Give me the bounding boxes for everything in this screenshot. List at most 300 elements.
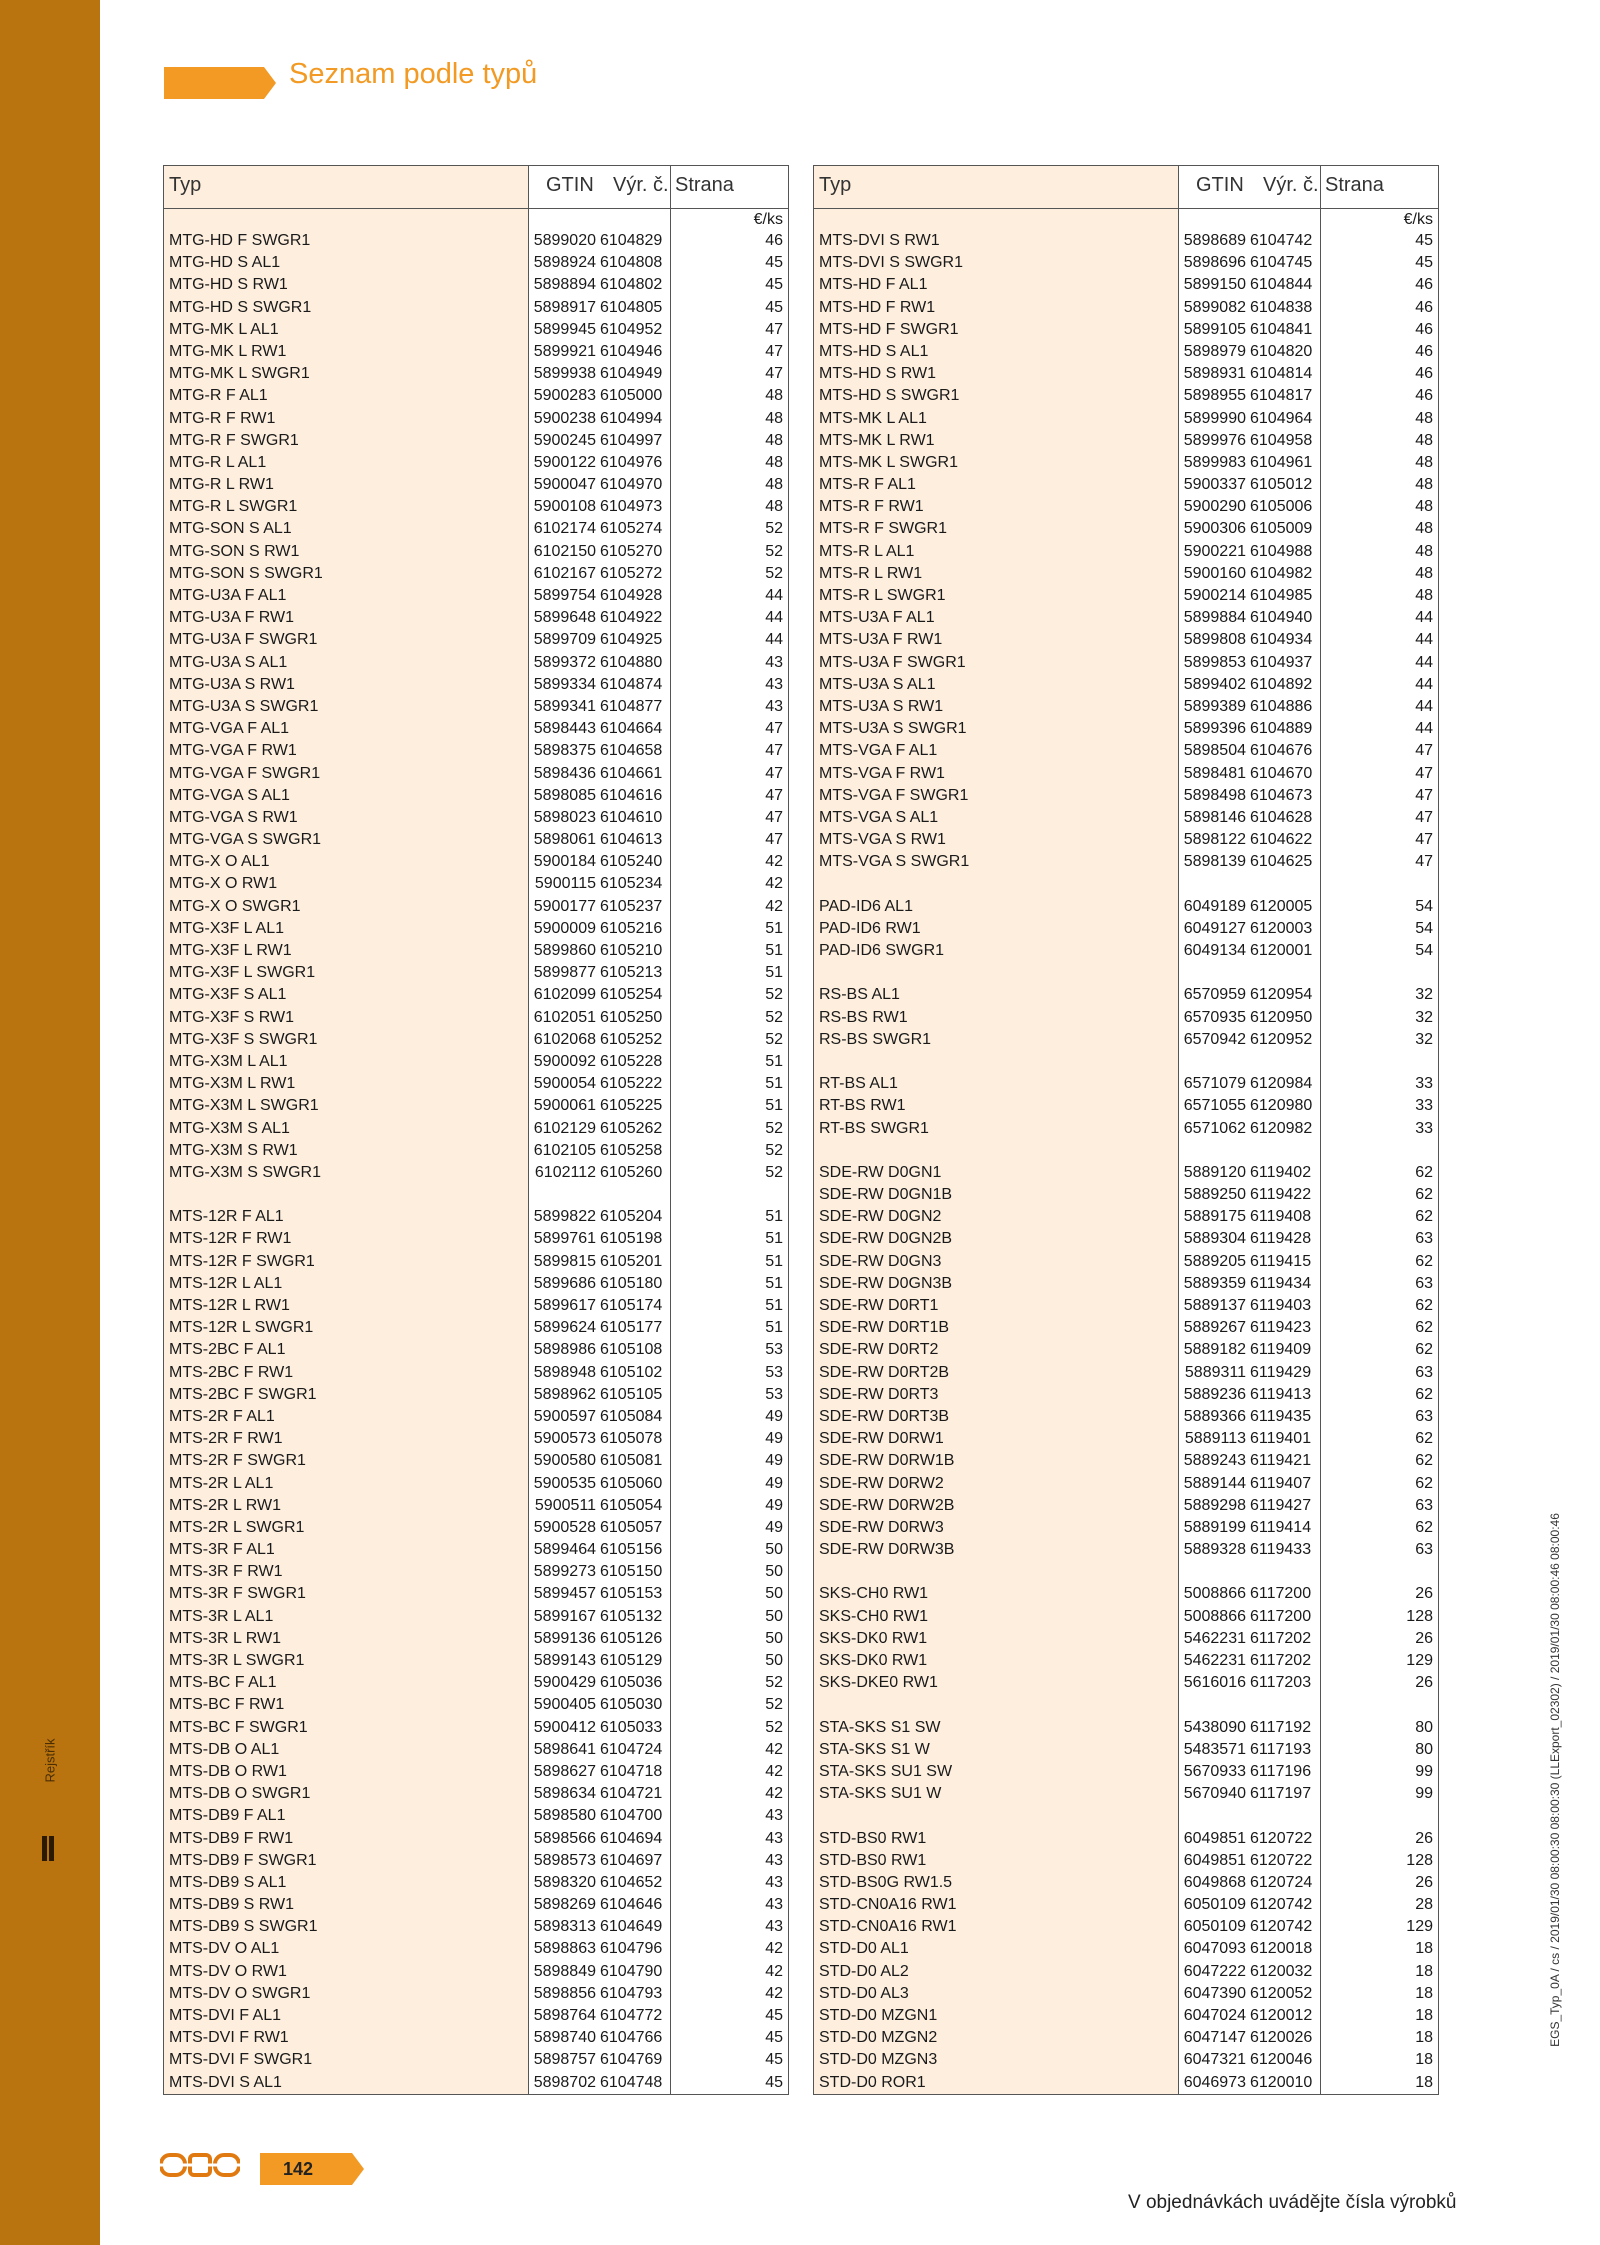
cell-typ: SDE-RW D0GN2B [819, 1230, 953, 1248]
cell-typ: MTG-X O AL1 [169, 853, 270, 871]
cell-vyr: 6104925 [600, 631, 663, 649]
cell-typ: MTS-DB9 F RW1 [169, 1829, 294, 1847]
cell-strana: 49 [765, 1474, 783, 1492]
cell-strana: 128 [1406, 1607, 1433, 1625]
page-title: Seznam podle typů [289, 58, 538, 90]
cell-typ: MTS-DB O SWGR1 [169, 1785, 311, 1803]
cell-vyr: 6104874 [600, 675, 663, 693]
cell-gtin: 5889120 [1183, 1163, 1246, 1181]
cell-typ: MTG-X3F L SWGR1 [169, 964, 316, 982]
cell-typ: MTG-SON S SWGR1 [169, 564, 323, 582]
cell-strana: 26 [1415, 1674, 1433, 1692]
cell-typ: MTG-HD S RW1 [169, 276, 288, 294]
cell-gtin: 5898856 [533, 1984, 596, 2002]
cell-strana: 18 [1415, 2073, 1433, 2091]
cell-vyr: 6105057 [600, 1518, 663, 1536]
cell-vyr: 6117202 [1250, 1652, 1312, 1669]
cell-typ: SDE-RW D0RW2B [819, 1496, 955, 1514]
cell-gtin: 5899167 [533, 1607, 596, 1625]
cell-gtin: 5898894 [533, 276, 596, 294]
cell-vyr: 6104658 [600, 742, 663, 760]
cell-gtin: 5898962 [533, 1385, 596, 1403]
cell-typ: MTS-R L RW1 [819, 564, 923, 582]
cell-strana: 48 [1415, 431, 1433, 449]
cell-vyr: 6104652 [600, 1873, 663, 1891]
table-row [814, 873, 1438, 895]
cell-vyr: 6120026 [1250, 2029, 1313, 2047]
cell-strana: 50 [765, 1607, 783, 1625]
cell-strana: 49 [765, 1430, 783, 1448]
table-row [164, 563, 788, 585]
cell-gtin: 5889175 [1183, 1208, 1246, 1226]
cell-gtin: 5900061 [533, 1097, 596, 1115]
cell-gtin: 5900122 [533, 453, 596, 471]
cell-strana: 62 [1415, 1474, 1433, 1492]
cell-vyr: 6119422 [1250, 1186, 1312, 1204]
cell-typ: PAD-ID6 AL1 [819, 897, 913, 915]
cell-typ: MTS-R L SWGR1 [819, 587, 946, 604]
cell-gtin: 5899709 [533, 631, 596, 649]
table-row [164, 1495, 788, 1517]
cell-vyr: 6104997 [600, 431, 663, 449]
table-row [164, 1317, 788, 1339]
cell-vyr: 6104793 [600, 1984, 663, 2002]
cell-typ: STA-SKS SU1 W [819, 1785, 942, 1803]
unit-row [164, 210, 788, 230]
cell-strana: 47 [1415, 808, 1433, 826]
header-gtin: GTIN [546, 174, 594, 196]
cell-vyr: 6119407 [1250, 1474, 1312, 1492]
cell-strana: 42 [765, 853, 783, 871]
cell-typ: STD-D0 AL1 [819, 1940, 909, 1958]
cell-strana: 51 [765, 1230, 783, 1248]
cell-gtin: 5900597 [533, 1407, 596, 1425]
cell-typ: MTS-MK L SWGR1 [819, 453, 958, 471]
table-row [814, 496, 1438, 518]
cell-strana: 63 [1415, 1407, 1433, 1425]
table-row [814, 940, 1438, 962]
cell-strana: 47 [1415, 853, 1433, 871]
cell-strana: 32 [1415, 1008, 1433, 1026]
cell-typ: MTS-R F RW1 [819, 498, 924, 516]
cell-strana: 63 [1415, 1274, 1433, 1292]
cell-typ: MTG-X3M L AL1 [169, 1052, 288, 1070]
table-row [814, 1828, 1438, 1850]
cell-gtin: 5899761 [533, 1230, 596, 1248]
cell-vyr: 6117200 [1250, 1585, 1312, 1603]
cell-vyr: 6104805 [600, 298, 663, 316]
cell-vyr: 6119413 [1250, 1385, 1312, 1403]
table-row [164, 1561, 788, 1583]
cell-strana: 46 [765, 232, 783, 249]
cell-vyr: 6105270 [600, 542, 663, 560]
cell-strana: 52 [765, 1674, 783, 1692]
table-row [814, 1162, 1438, 1184]
cell-typ: STD-D0 MZGN2 [819, 2029, 938, 2047]
cell-typ: MTS-2R F SWGR1 [169, 1452, 306, 1470]
cell-typ: MTS-HD F AL1 [819, 276, 928, 294]
cell-vyr: 6104928 [600, 587, 663, 604]
table-row [164, 1095, 788, 1117]
cell-typ: MTS-U3A F SWGR1 [819, 653, 966, 671]
cell-vyr: 6119429 [1250, 1363, 1312, 1381]
cell-vyr: 6105081 [600, 1452, 663, 1470]
cell-strana: 49 [765, 1407, 783, 1425]
cell-typ: SDE-RW D0RT2 [819, 1341, 939, 1359]
cell-typ: MTG-X3M S RW1 [169, 1141, 298, 1159]
cell-typ: SDE-RW D0RT3 [819, 1385, 939, 1403]
cell-vyr: 6104949 [600, 365, 663, 383]
page-number: 142 [283, 2159, 314, 2179]
table-row [164, 1694, 788, 1716]
cell-vyr: 6119414 [1250, 1518, 1312, 1536]
cell-gtin: 5900429 [533, 1674, 596, 1692]
cell-gtin: 5900412 [533, 1718, 596, 1736]
cell-vyr: 6105272 [600, 564, 663, 582]
cell-gtin: 5483571 [1183, 1740, 1246, 1758]
cell-strana: 46 [1415, 276, 1433, 294]
cell-typ: MTS-R F SWGR1 [819, 520, 947, 538]
cell-gtin: 5900221 [1183, 542, 1246, 560]
cell-strana: 45 [765, 254, 783, 272]
cell-vyr: 6104628 [1250, 808, 1313, 826]
cell-strana: 128 [1406, 1851, 1433, 1869]
table-row [814, 763, 1438, 785]
table-row [814, 896, 1438, 918]
cell-gtin: 5889144 [1183, 1474, 1246, 1492]
cell-vyr: 6104742 [1250, 232, 1313, 249]
cell-gtin: 5898139 [1183, 853, 1246, 871]
cell-strana: 51 [765, 1297, 783, 1314]
table-row [814, 1317, 1438, 1339]
cell-gtin: 5899402 [1183, 675, 1246, 693]
table-row [164, 1894, 788, 1916]
cell-strana: 45 [1415, 232, 1433, 249]
cell-typ: MTS-DVI F AL1 [169, 2007, 282, 2024]
cell-gtin: 6049127 [1183, 919, 1246, 937]
cell-typ: MTG-VGA S SWGR1 [169, 831, 322, 849]
cell-gtin: 5899754 [533, 587, 596, 604]
cell-strana: 62 [1415, 1297, 1433, 1314]
cell-typ: RS-BS SWGR1 [819, 1030, 932, 1048]
cell-vyr: 6104844 [1250, 276, 1313, 294]
table-row [164, 696, 788, 718]
table-row [164, 740, 788, 762]
cell-strana: 18 [1415, 1984, 1433, 2002]
cell-gtin: 5900580 [533, 1452, 596, 1470]
cell-typ: MTS-U3A F AL1 [819, 609, 935, 627]
cell-typ: MTG-X3M S SWGR1 [169, 1163, 322, 1181]
cell-gtin: 5889328 [1183, 1541, 1246, 1559]
cell-strana: 51 [765, 919, 783, 937]
cell-vyr: 6120724 [1250, 1873, 1313, 1891]
table-row [814, 607, 1438, 629]
table-row [814, 2049, 1438, 2071]
cell-vyr: 6105060 [600, 1474, 663, 1492]
obo-logo-icon [160, 2153, 240, 2177]
cell-typ: STD-D0 AL2 [819, 1962, 909, 1980]
cell-strana: 48 [1415, 542, 1433, 560]
cell-strana: 62 [1415, 1319, 1433, 1337]
cell-gtin: 5898689 [1183, 232, 1246, 249]
cell-gtin: 5900047 [533, 476, 596, 494]
cell-typ: MTG-HD F SWGR1 [169, 232, 311, 249]
cell-vyr: 6104880 [600, 653, 663, 671]
export-info [1540, 1430, 1570, 2130]
cell-vyr: 6104982 [1250, 564, 1313, 582]
table-row [814, 1140, 1438, 1162]
cell-gtin: 5898313 [533, 1918, 596, 1936]
cell-typ: MTS-2R L AL1 [169, 1474, 274, 1492]
cell-strana: 62 [1415, 1341, 1433, 1359]
cell-gtin: 6047390 [1183, 1984, 1246, 2002]
table-row [164, 1362, 788, 1384]
cell-gtin: 6049189 [1183, 897, 1246, 915]
cell-typ: MTG-U3A F AL1 [169, 587, 287, 604]
cell-vyr: 6104661 [600, 764, 663, 782]
cell-typ: MTS-DB9 S AL1 [169, 1873, 287, 1891]
cell-strana: 48 [765, 431, 783, 449]
cell-gtin: 6571062 [1183, 1119, 1246, 1137]
table-row [814, 1805, 1438, 1827]
cell-typ: SKS-CH0 RW1 [819, 1585, 929, 1603]
cell-typ: RT-BS RW1 [819, 1097, 906, 1115]
cell-gtin: 5889304 [1183, 1230, 1246, 1248]
cell-gtin: 5670940 [1183, 1785, 1246, 1803]
cell-gtin: 5898269 [533, 1896, 596, 1914]
cell-typ: MTG-SON S AL1 [169, 520, 292, 538]
cell-strana: 62 [1415, 1385, 1433, 1403]
table-row [164, 408, 788, 430]
cell-gtin: 5899464 [533, 1541, 596, 1559]
table-row [814, 1206, 1438, 1228]
unit-row [814, 210, 1438, 230]
cell-gtin: 6570959 [1183, 986, 1246, 1004]
cell-typ: MTS-DB O RW1 [169, 1762, 287, 1780]
cell-typ: MTS-DVI S SWGR1 [819, 254, 964, 272]
table-row [164, 2005, 788, 2027]
table-row [814, 696, 1438, 718]
table-row [814, 1339, 1438, 1361]
cell-strana: 48 [765, 498, 783, 516]
cell-vyr: 6104724 [600, 1740, 663, 1758]
table-row [814, 1251, 1438, 1273]
cell-gtin: 5898436 [533, 764, 596, 782]
cell-strana: 52 [765, 1696, 783, 1714]
cell-gtin: 5898443 [533, 720, 596, 738]
header-strana: Strana [1325, 174, 1384, 196]
cell-vyr: 6104892 [1250, 675, 1313, 693]
cell-gtin: 5889199 [1183, 1518, 1246, 1536]
cell-vyr: 6117197 [1250, 1785, 1312, 1803]
cell-strana: 47 [1415, 831, 1433, 849]
table-row [164, 430, 788, 452]
cell-vyr: 6120980 [1250, 1097, 1313, 1115]
table-row [164, 674, 788, 696]
cell-gtin: 6102099 [533, 986, 596, 1004]
cell-gtin: 5900092 [533, 1052, 596, 1070]
table-row [164, 541, 788, 563]
cell-gtin: 5898931 [1183, 365, 1246, 383]
table-row [814, 629, 1438, 651]
table-row [814, 1650, 1438, 1672]
cell-strana: 45 [765, 298, 783, 316]
cell-typ: MTS-R F AL1 [819, 476, 916, 494]
cell-typ: SDE-RW D0GN1 [819, 1163, 942, 1181]
cell-vyr: 6105102 [600, 1363, 663, 1381]
table-body [814, 230, 1438, 2094]
cell-strana: 45 [765, 2007, 783, 2024]
cell-strana: 42 [765, 1740, 783, 1758]
cell-gtin: 6102129 [533, 1119, 596, 1137]
cell-typ: SDE-RW D0RW3 [819, 1518, 944, 1536]
cell-strana: 18 [1415, 1962, 1433, 1980]
cell-gtin: 5899976 [1183, 431, 1246, 449]
cell-strana: 46 [1415, 342, 1433, 360]
cell-strana: 129 [1406, 1918, 1433, 1936]
cell-strana: 50 [765, 1629, 783, 1647]
table-row [164, 1051, 788, 1073]
cell-typ: MTS-R L AL1 [819, 542, 915, 560]
cell-gtin: 5899686 [533, 1274, 596, 1292]
cell-strana: 47 [765, 342, 783, 360]
cell-vyr: 6105177 [600, 1319, 663, 1337]
cell-vyr: 6105210 [600, 942, 663, 959]
cell-gtin: 6050109 [1183, 1896, 1246, 1914]
cell-gtin: 5898627 [533, 1762, 596, 1780]
cell-typ: SDE-RW D0GN2 [819, 1208, 942, 1226]
cell-typ: MTG-R L SWGR1 [169, 498, 298, 516]
cell-strana: 51 [765, 1075, 783, 1093]
table-row [164, 1251, 788, 1273]
table-row [164, 319, 788, 341]
table-row [814, 718, 1438, 740]
cell-gtin: 5899617 [533, 1297, 596, 1314]
cell-typ: MTG-U3A S SWGR1 [169, 697, 319, 715]
table-row [164, 1739, 788, 1761]
cell-strana: 47 [1415, 764, 1433, 782]
cell-strana: 32 [1415, 1030, 1433, 1048]
cell-gtin: 5899082 [1183, 298, 1246, 316]
cell-vyr: 6104970 [600, 476, 663, 494]
table-row [814, 1561, 1438, 1583]
cell-gtin: 5898955 [1183, 387, 1246, 405]
sidebar-index-text: Rejstřík [42, 1737, 58, 1783]
cell-strana: 48 [1415, 520, 1433, 538]
cell-typ: MTS-12R F AL1 [169, 1208, 284, 1226]
cell-gtin: 5898986 [533, 1341, 596, 1359]
table-row [164, 230, 788, 252]
cell-strana: 43 [765, 1829, 783, 1847]
cell-gtin: 5899648 [533, 609, 596, 627]
table-row [814, 984, 1438, 1006]
cell-strana: 48 [765, 387, 783, 405]
cell-vyr: 6104610 [600, 808, 663, 826]
cell-vyr: 6104748 [600, 2073, 663, 2091]
cell-strana: 48 [765, 476, 783, 494]
cell-vyr: 6104952 [600, 320, 663, 338]
cell-typ: MTG-U3A S AL1 [169, 653, 288, 671]
header-typ: Typ [819, 174, 852, 196]
cell-vyr: 6104673 [1250, 786, 1313, 804]
cell-strana: 49 [765, 1496, 783, 1514]
cell-vyr: 6120722 [1250, 1851, 1313, 1869]
table-row [164, 1384, 788, 1406]
sidebar-index-label [30, 1700, 70, 1820]
cell-vyr: 6104889 [1250, 720, 1313, 738]
table-row [164, 1606, 788, 1628]
table-row [164, 341, 788, 363]
table-row [164, 1517, 788, 1539]
cell-strana: 44 [1415, 609, 1433, 627]
table-header [814, 166, 1438, 209]
cell-strana: 129 [1406, 1652, 1433, 1669]
cell-vyr: 6105078 [600, 1430, 663, 1448]
cell-vyr: 6117203 [1250, 1674, 1312, 1692]
cell-vyr: 6104700 [600, 1807, 663, 1825]
cell-gtin: 5900108 [533, 498, 596, 516]
cell-gtin: 5900337 [1183, 476, 1246, 494]
cell-gtin: 5898146 [1183, 808, 1246, 826]
cell-vyr: 6120722 [1250, 1829, 1313, 1847]
cell-typ: MTS-HD S AL1 [819, 342, 929, 360]
cell-vyr: 6120950 [1250, 1008, 1313, 1026]
cell-typ: MTS-2BC F SWGR1 [169, 1385, 317, 1403]
cell-strana: 53 [765, 1363, 783, 1381]
cell-typ: MTG-R F SWGR1 [169, 431, 299, 449]
cell-gtin: 5900115 [534, 875, 596, 893]
cell-vyr: 6104802 [600, 276, 663, 294]
cell-vyr: 6119409 [1250, 1341, 1312, 1359]
cell-vyr: 6105274 [600, 520, 663, 538]
cell-gtin: 5889267 [1183, 1319, 1246, 1337]
cell-vyr: 6104622 [1250, 831, 1313, 849]
cell-strana: 43 [765, 1807, 783, 1825]
table-row [814, 1672, 1438, 1694]
cell-typ: MTS-MK L RW1 [819, 431, 935, 449]
cell-typ: MTS-VGA S SWGR1 [819, 853, 970, 871]
table-row [164, 2072, 788, 2094]
cell-gtin: 5462231 [1183, 1629, 1246, 1647]
cell-gtin: 6049134 [1183, 942, 1246, 959]
table-row [164, 1273, 788, 1295]
table-row [164, 1406, 788, 1428]
cell-typ: MTS-3R F RW1 [169, 1563, 283, 1581]
cell-vyr: 6120012 [1250, 2007, 1313, 2024]
cell-strana: 63 [1415, 1541, 1433, 1559]
cell-gtin: 5899150 [1183, 276, 1246, 294]
table-row [814, 1783, 1438, 1805]
cell-gtin: 5900238 [533, 409, 596, 427]
cell-typ: RS-BS AL1 [819, 986, 900, 1004]
cell-vyr: 6120018 [1250, 1940, 1313, 1958]
table-row [164, 1007, 788, 1029]
cell-strana: 47 [765, 808, 783, 826]
cell-vyr: 6104694 [600, 1829, 663, 1847]
table-row [164, 1628, 788, 1650]
cell-vyr: 6105201 [600, 1252, 663, 1270]
table-row [814, 740, 1438, 762]
cell-vyr: 6104808 [600, 254, 663, 272]
cell-strana: 50 [765, 1585, 783, 1603]
cell-vyr: 6104718 [600, 1762, 663, 1780]
table-row [164, 1206, 788, 1228]
cell-gtin: 5889137 [1183, 1297, 1246, 1314]
cell-strana: 26 [1415, 1585, 1433, 1603]
cell-gtin: 5899815 [533, 1252, 596, 1270]
cell-vyr: 6120982 [1250, 1119, 1313, 1137]
cell-typ: SKS-DK0 RW1 [819, 1652, 928, 1669]
